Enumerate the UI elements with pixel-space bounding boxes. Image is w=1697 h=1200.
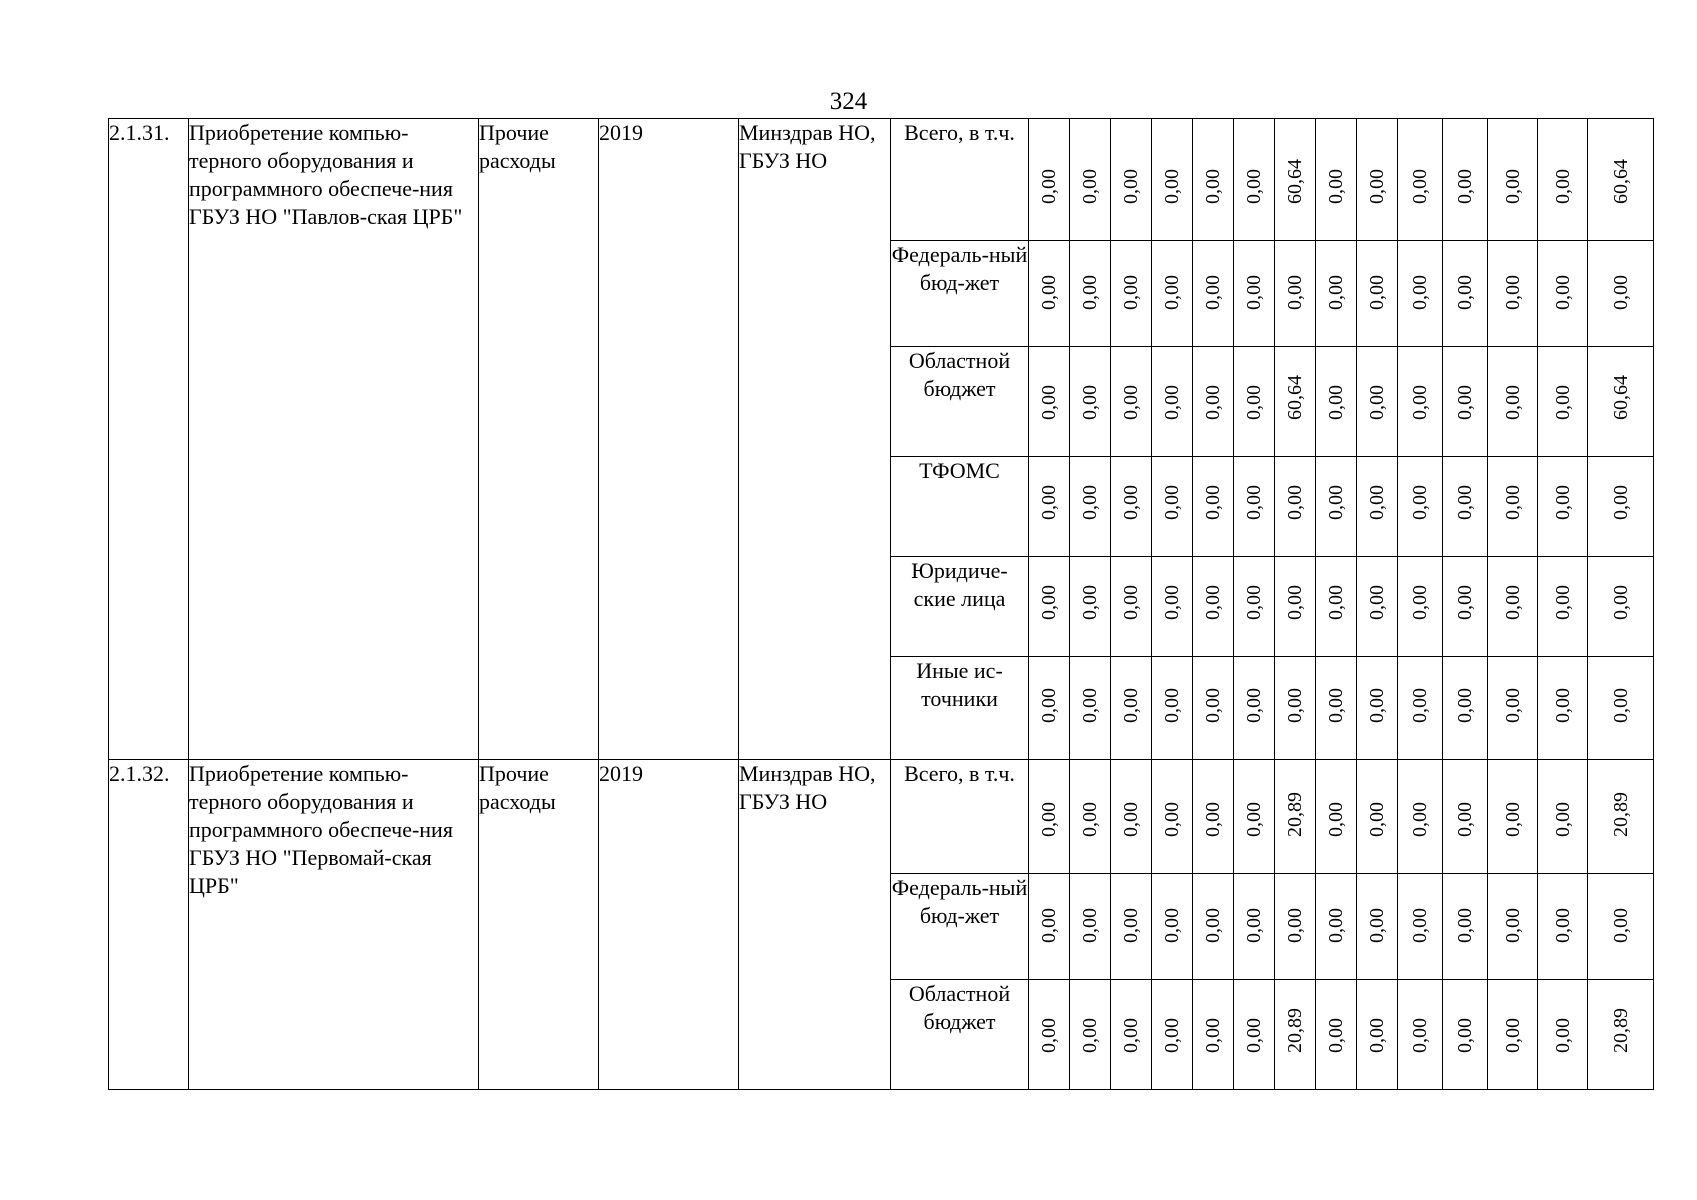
value-cell [1152,347,1193,457]
value-text: 0,00 [1284,908,1306,943]
funding-source: Федераль-ный бюд-жет [891,874,1029,980]
value-cell [1193,119,1234,241]
value-cell [1488,241,1538,347]
value-cell [1588,557,1654,657]
value-text: 0,00 [1409,802,1431,837]
value-text: 0,00 [1202,688,1224,723]
value-cell [1193,557,1234,657]
entry-name: Приобретение компью-терного оборудования и программного обеспече-ния ГБУЗ НО "Первомай-ская ЦРБ" [189,760,479,1090]
value-cell [1070,119,1111,241]
entry-type: Прочие расходы [479,760,599,1090]
value-cell [1488,980,1538,1090]
value-text: 0,00 [1120,485,1142,520]
value-cell [1443,241,1488,347]
value-cell [1193,760,1234,874]
value-text: 0,00 [1038,275,1060,310]
entry-year: 2019 [599,119,739,760]
value-text: 0,00 [1454,275,1476,310]
value-cell [1316,980,1357,1090]
value-cell [1443,760,1488,874]
value-cell [1538,980,1588,1090]
value-cell [1357,557,1398,657]
value-text: 0,00 [1454,688,1476,723]
value-cell [1275,657,1316,760]
value-text: 0,00 [1609,485,1632,520]
value-cell [1111,657,1152,760]
value-cell [1070,874,1111,980]
value-text: 0,00 [1501,688,1524,723]
value-text: 20,89 [1284,1008,1306,1053]
value-cell [1588,241,1654,347]
entry-name: Приобретение компью-терного оборудования и программного обеспече-ния ГБУЗ НО "Павлов-ская ЦРБ" [189,119,479,760]
value-cell [1275,347,1316,457]
value-cell [1111,557,1152,657]
value-text: 0,00 [1243,908,1265,943]
value-cell [1193,241,1234,347]
value-cell [1443,557,1488,657]
value-text: 0,00 [1202,908,1224,943]
funding-source: Всего, в т.ч. [891,119,1029,241]
value-cell [1357,657,1398,760]
funding-source: Юридиче-ские лица [891,557,1029,657]
value-cell [1070,760,1111,874]
value-text: 0,00 [1325,485,1347,520]
value-cell [1443,457,1488,557]
value-cell [1443,347,1488,457]
value-text: 0,00 [1501,169,1524,204]
value-text: 0,00 [1609,275,1632,310]
value-text: 0,00 [1551,1018,1574,1053]
value-cell [1275,557,1316,657]
value-cell [1152,980,1193,1090]
value-cell [1588,119,1654,241]
value-cell [1398,119,1443,241]
value-text: 0,00 [1325,1018,1347,1053]
value-text: 0,00 [1501,275,1524,310]
value-cell [1398,657,1443,760]
value-cell [1070,457,1111,557]
value-cell [1357,347,1398,457]
value-cell [1193,874,1234,980]
value-cell [1398,557,1443,657]
value-cell [1538,657,1588,760]
value-cell [1029,557,1070,657]
value-text: 20,89 [1609,1008,1632,1053]
value-text: 0,00 [1409,275,1431,310]
entry-year: 2019 [599,760,739,1090]
entry-executor: Минздрав НО, ГБУЗ НО [739,760,891,1090]
value-text: 0,00 [1243,688,1265,723]
value-cell [1588,980,1654,1090]
value-cell [1443,119,1488,241]
value-text: 0,00 [1609,585,1632,620]
value-cell [1588,874,1654,980]
value-text: 0,00 [1325,169,1347,204]
value-cell [1488,657,1538,760]
value-cell [1275,457,1316,557]
value-text: 0,00 [1038,385,1060,420]
value-cell [1316,657,1357,760]
value-text: 0,00 [1161,585,1183,620]
value-text: 0,00 [1454,802,1476,837]
value-text: 0,00 [1284,485,1306,520]
value-text: 0,00 [1243,385,1265,420]
value-text: 0,00 [1325,275,1347,310]
value-text: 0,00 [1409,1018,1431,1053]
entry-number: 2.1.31. [109,119,189,760]
value-text: 0,00 [1501,385,1524,420]
value-text: 0,00 [1202,585,1224,620]
value-text: 0,00 [1366,275,1388,310]
value-cell [1316,347,1357,457]
value-cell [1398,760,1443,874]
value-text: 0,00 [1325,385,1347,420]
value-cell [1588,457,1654,557]
value-text: 0,00 [1409,908,1431,943]
value-text: 0,00 [1038,485,1060,520]
value-text: 0,00 [1409,385,1431,420]
value-cell [1443,980,1488,1090]
value-cell [1357,760,1398,874]
value-cell [1152,874,1193,980]
value-cell [1152,457,1193,557]
value-cell [1234,347,1275,457]
value-cell [1588,760,1654,874]
value-text: 0,00 [1079,585,1101,620]
value-text: 0,00 [1079,275,1101,310]
value-cell [1029,241,1070,347]
funding-source: ТФОМС [891,457,1029,557]
value-cell [1152,119,1193,241]
value-text: 60,64 [1284,375,1306,420]
value-cell [1275,119,1316,241]
value-cell [1538,457,1588,557]
value-cell [1488,119,1538,241]
value-text: 0,00 [1325,585,1347,620]
value-text: 0,00 [1038,1018,1060,1053]
value-text: 0,00 [1202,385,1224,420]
value-text: 0,00 [1202,802,1224,837]
value-cell [1029,457,1070,557]
value-text: 0,00 [1161,802,1183,837]
value-text: 0,00 [1243,802,1265,837]
funding-source: Иные ис-точники [891,657,1029,760]
value-text: 0,00 [1366,485,1388,520]
entry-executor: Минздрав НО, ГБУЗ НО [739,119,891,760]
value-cell [1234,457,1275,557]
value-text: 0,00 [1079,1018,1101,1053]
budget-table [108,118,1654,1090]
value-cell [1070,241,1111,347]
value-text: 0,00 [1366,385,1388,420]
value-cell [1316,241,1357,347]
table-row [109,760,1654,874]
value-cell [1316,760,1357,874]
value-text: 0,00 [1454,385,1476,420]
value-text: 0,00 [1366,169,1388,204]
value-text: 0,00 [1501,802,1524,837]
value-text: 0,00 [1366,1018,1388,1053]
table-row [109,119,1654,241]
value-text: 0,00 [1038,688,1060,723]
value-text: 0,00 [1202,169,1224,204]
value-cell [1234,657,1275,760]
value-text: 0,00 [1038,908,1060,943]
value-cell [1111,457,1152,557]
value-cell [1070,557,1111,657]
value-text: 0,00 [1609,688,1632,723]
value-text: 0,00 [1325,802,1347,837]
funding-source: Всего, в т.ч. [891,760,1029,874]
value-text: 0,00 [1079,908,1101,943]
value-text: 0,00 [1161,688,1183,723]
value-text: 0,00 [1079,688,1101,723]
value-text: 0,00 [1409,585,1431,620]
value-text: 0,00 [1243,485,1265,520]
value-text: 0,00 [1079,169,1101,204]
value-cell [1111,980,1152,1090]
value-cell [1234,874,1275,980]
value-cell [1111,874,1152,980]
value-text: 20,89 [1284,792,1306,837]
value-cell [1029,760,1070,874]
value-text: 0,00 [1120,275,1142,310]
value-cell [1029,874,1070,980]
value-text: 60,64 [1284,159,1306,204]
value-cell [1316,119,1357,241]
value-text: 0,00 [1551,688,1574,723]
value-cell [1275,980,1316,1090]
value-text: 0,00 [1120,688,1142,723]
value-text: 0,00 [1284,275,1306,310]
value-cell [1193,980,1234,1090]
value-text: 0,00 [1366,585,1388,620]
value-text: 0,00 [1079,485,1101,520]
value-text: 0,00 [1284,585,1306,620]
value-cell [1234,241,1275,347]
value-text: 0,00 [1079,385,1101,420]
value-text: 0,00 [1609,908,1632,943]
value-cell [1234,760,1275,874]
value-cell [1029,980,1070,1090]
value-cell [1398,980,1443,1090]
value-text: 0,00 [1243,1018,1265,1053]
value-cell [1588,657,1654,760]
value-cell [1538,119,1588,241]
value-text: 0,00 [1551,908,1574,943]
value-text: 0,00 [1454,485,1476,520]
value-cell [1070,980,1111,1090]
value-text: 0,00 [1120,1018,1142,1053]
value-cell [1357,874,1398,980]
value-cell [1443,874,1488,980]
entry-type: Прочие расходы [479,119,599,760]
value-text: 0,00 [1454,585,1476,620]
value-text: 60,64 [1609,159,1632,204]
value-cell [1538,241,1588,347]
value-text: 0,00 [1409,485,1431,520]
value-cell [1316,457,1357,557]
value-cell [1538,557,1588,657]
value-text: 0,00 [1454,1018,1476,1053]
value-text: 0,00 [1243,585,1265,620]
value-text: 0,00 [1161,275,1183,310]
value-cell [1111,119,1152,241]
value-cell [1443,657,1488,760]
value-cell [1234,557,1275,657]
value-cell [1234,980,1275,1090]
value-cell [1357,457,1398,557]
value-text: 0,00 [1551,802,1574,837]
value-cell [1488,457,1538,557]
value-text: 0,00 [1202,485,1224,520]
value-text: 0,00 [1409,169,1431,204]
value-cell [1357,119,1398,241]
value-text: 60,64 [1609,375,1632,420]
value-cell [1193,657,1234,760]
value-text: 0,00 [1120,169,1142,204]
value-text: 0,00 [1284,688,1306,723]
value-text: 0,00 [1551,485,1574,520]
value-text: 20,89 [1609,792,1632,837]
value-text: 0,00 [1454,908,1476,943]
value-cell [1316,557,1357,657]
value-cell [1488,874,1538,980]
page-number: 324 [829,88,868,115]
value-text: 0,00 [1243,275,1265,310]
value-cell [1152,760,1193,874]
value-cell [1588,347,1654,457]
value-text: 0,00 [1454,169,1476,204]
value-cell [1398,347,1443,457]
value-cell [1070,657,1111,760]
value-text: 0,00 [1161,169,1183,204]
value-text: 0,00 [1120,908,1142,943]
value-text: 0,00 [1202,275,1224,310]
value-text: 0,00 [1551,385,1574,420]
value-text: 0,00 [1038,585,1060,620]
value-text: 0,00 [1366,908,1388,943]
value-cell [1357,980,1398,1090]
value-cell [1070,347,1111,457]
value-text: 0,00 [1501,908,1524,943]
value-cell [1029,657,1070,760]
value-text: 0,00 [1501,485,1524,520]
value-text: 0,00 [1161,385,1183,420]
value-cell [1152,241,1193,347]
entry-number: 2.1.32. [109,760,189,1090]
value-cell [1152,657,1193,760]
value-text: 0,00 [1366,688,1388,723]
value-cell [1111,760,1152,874]
value-text: 0,00 [1079,802,1101,837]
value-text: 0,00 [1551,275,1574,310]
value-text: 0,00 [1120,385,1142,420]
value-text: 0,00 [1325,908,1347,943]
value-cell [1488,760,1538,874]
value-text: 0,00 [1161,1018,1183,1053]
value-cell [1029,119,1070,241]
value-text: 0,00 [1243,169,1265,204]
value-cell [1357,241,1398,347]
value-cell [1152,557,1193,657]
value-cell [1488,557,1538,657]
value-cell [1275,760,1316,874]
funding-source: Федераль-ный бюд-жет [891,241,1029,347]
value-cell [1193,457,1234,557]
value-text: 0,00 [1161,485,1183,520]
value-cell [1111,347,1152,457]
value-cell [1398,241,1443,347]
value-text: 0,00 [1366,802,1388,837]
value-text: 0,00 [1120,585,1142,620]
funding-source: Областной бюджет [891,980,1029,1090]
value-text: 0,00 [1038,169,1060,204]
value-cell [1316,874,1357,980]
value-text: 0,00 [1409,688,1431,723]
value-cell [1111,241,1152,347]
funding-source: Областной бюджет [891,347,1029,457]
value-cell [1538,760,1588,874]
value-cell [1193,347,1234,457]
value-text: 0,00 [1325,688,1347,723]
value-cell [1538,874,1588,980]
value-text: 0,00 [1161,908,1183,943]
value-text: 0,00 [1551,169,1574,204]
value-cell [1398,874,1443,980]
value-cell [1234,119,1275,241]
value-text: 0,00 [1038,802,1060,837]
value-cell [1398,457,1443,557]
value-text: 0,00 [1501,585,1524,620]
value-text: 0,00 [1551,585,1574,620]
value-cell [1538,347,1588,457]
value-cell [1488,347,1538,457]
value-text: 0,00 [1202,1018,1224,1053]
value-cell [1275,874,1316,980]
value-cell [1029,347,1070,457]
value-cell [1275,241,1316,347]
value-text: 0,00 [1120,802,1142,837]
value-text: 0,00 [1501,1018,1524,1053]
